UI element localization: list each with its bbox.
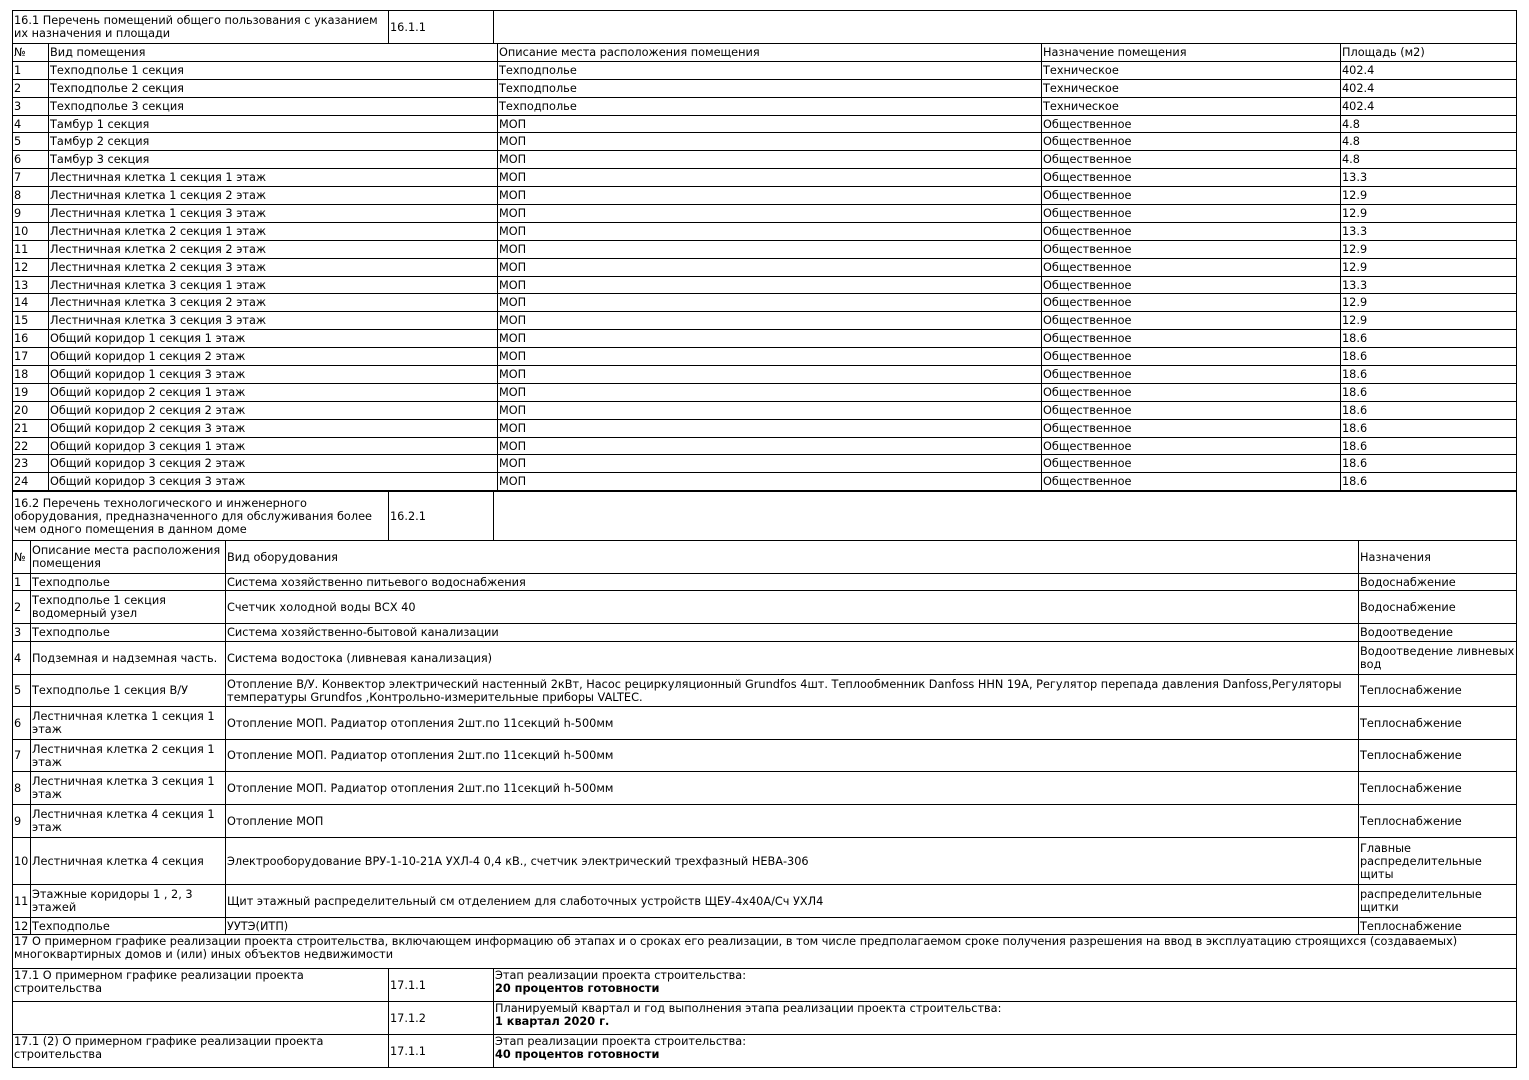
room-type: Лестничная клетка 2 секция 1 этаж: [49, 222, 498, 240]
equipment-location: Лестничная клетка 4 секция 1 этаж: [31, 805, 226, 838]
room-purpose: Общественное: [1042, 205, 1341, 223]
table-row: [13, 624, 1517, 642]
room-purpose: Общественное: [1042, 312, 1341, 330]
row-number: 4: [13, 642, 31, 675]
room-purpose: Общественное: [1042, 115, 1341, 133]
room-type: Лестничная клетка 1 секция 3 этаж: [49, 205, 498, 223]
room-area: 18.6: [1341, 348, 1517, 366]
table-row: [13, 885, 1517, 918]
room-area: 12.9: [1341, 258, 1517, 276]
room-location: МОП: [498, 437, 1042, 455]
schedule-value-cell: [494, 1035, 1517, 1068]
room-type: Лестничная клетка 3 секция 3 этаж: [49, 312, 498, 330]
table-row: [13, 401, 1517, 419]
schedule-value-cell: [494, 969, 1517, 1002]
room-location: Техподполье: [498, 79, 1042, 97]
room-area: 12.9: [1341, 205, 1517, 223]
equipment-type: Система водостока (ливневая канализация): [226, 642, 1359, 675]
room-purpose: Общественное: [1042, 437, 1341, 455]
room-purpose: Общественное: [1042, 276, 1341, 294]
equipment-type: Щит этажный распределительный см отделением для слаботочных устройств ЩЕУ-4х40А/Сч УХЛ4: [226, 885, 1359, 918]
row-number: 19: [13, 383, 49, 401]
room-purpose: Техническое: [1042, 61, 1341, 79]
room-area: 12.9: [1341, 187, 1517, 205]
room-purpose: Общественное: [1042, 383, 1341, 401]
section-16-2-header: [12, 491, 1517, 541]
room-purpose: Общественное: [1042, 330, 1341, 348]
row-number: 6: [13, 151, 49, 169]
room-area: 13.3: [1341, 169, 1517, 187]
row-number: 17: [13, 348, 49, 366]
table-row: [13, 133, 1517, 151]
table-row: [13, 918, 1517, 935]
room-location: МОП: [498, 419, 1042, 437]
schedule-code: 17.1.1: [389, 969, 494, 1002]
equipment-type: Отопление МОП. Радиатор отопления 2шт.по 11секций h-500мм: [226, 772, 1359, 805]
schedule-value: 1 квартал 2020 г.: [495, 1015, 610, 1028]
equipment-location: Техподполье: [31, 624, 226, 642]
room-area: 18.6: [1341, 383, 1517, 401]
room-area: 4.8: [1341, 151, 1517, 169]
room-type: Общий коридор 2 секция 2 этаж: [49, 401, 498, 419]
room-area: 18.6: [1341, 366, 1517, 384]
room-area: 402.4: [1341, 61, 1517, 79]
table-row: [13, 187, 1517, 205]
row-number: 21: [13, 419, 49, 437]
section-17-title: 17 О примерном графике реализации проекта строительства, включающем информацию об этапах и о сроках его реализации, в том числе предполагаемом сроке получения разрешения на ввод в эксплуатацию строящихся (создаваемых) многоквартирных домов и (или) иных объектов недвижимости: [13, 935, 1517, 969]
room-type: Общий коридор 2 секция 1 этаж: [49, 383, 498, 401]
room-type: Лестничная клетка 2 секция 2 этаж: [49, 240, 498, 258]
room-purpose: Общественное: [1042, 294, 1341, 312]
row-number: 7: [13, 740, 31, 772]
header-equipment-location: Описание места расположения помещения: [31, 541, 226, 574]
equipment-purpose: распределительные щитки: [1359, 885, 1517, 918]
equipment-location: Техподполье 1 секция водомерный узел: [31, 591, 226, 624]
room-type: Лестничная клетка 3 секция 2 этаж: [49, 294, 498, 312]
equipment-type: Счетчик холодной воды ВСХ 40: [226, 591, 1359, 624]
header-room-location: Описание места расположения помещения: [498, 44, 1042, 62]
room-purpose: Общественное: [1042, 151, 1341, 169]
table-row: [13, 258, 1517, 276]
row-number: 14: [13, 294, 49, 312]
equipment-type: Отопление В/У. Конвектор электрический настенный 2кВт, Насос рециркуляционный Grundfos 4шт. Теплообменник Danfoss HHN 19A, Регулятор перепада давления Danfoss,Регуляторы температуры Grundfos ,Контрольно-измерительные приборы VALTEC.: [226, 675, 1359, 707]
row-number: 8: [13, 187, 49, 205]
equipment-location: Лестничная клетка 3 секция 1 этаж: [31, 772, 226, 805]
room-location: МОП: [498, 169, 1042, 187]
row-number: 1: [13, 574, 31, 591]
equipment-location: Техподполье: [31, 574, 226, 591]
table-row: [13, 294, 1517, 312]
row-number: 18: [13, 366, 49, 384]
row-number: 22: [13, 437, 49, 455]
table-row: [13, 473, 1517, 491]
equipment-purpose: Теплоснабжение: [1359, 772, 1517, 805]
room-area: 4.8: [1341, 115, 1517, 133]
equipment-location: Лестничная клетка 4 секция: [31, 838, 226, 885]
equipment-location: Лестничная клетка 2 секция 1 этаж: [31, 740, 226, 772]
row-number: 6: [13, 707, 31, 740]
equipment-purpose: Теплоснабжение: [1359, 805, 1517, 838]
room-type: Тамбур 1 секция: [49, 115, 498, 133]
schedule-caption: Этап реализации проекта строительства:: [495, 969, 747, 982]
section-16-1-header: [12, 10, 1517, 44]
row-number: 11: [13, 240, 49, 258]
room-area: 18.6: [1341, 455, 1517, 473]
room-type: Лестничная клетка 1 секция 1 этаж: [49, 169, 498, 187]
header-equipment-purpose: Назначения: [1359, 541, 1517, 574]
row-number: 9: [13, 205, 49, 223]
table-row: [13, 330, 1517, 348]
equipment-type: Система хозяйственно питьевого водоснабжения: [226, 574, 1359, 591]
section-17: [12, 934, 1517, 1068]
room-area: 18.6: [1341, 401, 1517, 419]
equipment-purpose: Водоснабжение: [1359, 574, 1517, 591]
equipment-type: Отопление МОП. Радиатор отопления 2шт.по 11секций h-500мм: [226, 740, 1359, 772]
room-type: Лестничная клетка 2 секция 3 этаж: [49, 258, 498, 276]
schedule-row: [13, 969, 1517, 1002]
schedule-code: 17.1.2: [389, 1002, 494, 1035]
equipment-location: Подземная и надземная часть.: [31, 642, 226, 675]
room-location: МОП: [498, 187, 1042, 205]
row-number: 2: [13, 591, 31, 624]
row-number: 10: [13, 838, 31, 885]
room-type: Лестничная клетка 3 секция 1 этаж: [49, 276, 498, 294]
room-purpose: Общественное: [1042, 133, 1341, 151]
room-area: 18.6: [1341, 473, 1517, 491]
room-type: Общий коридор 1 секция 2 этаж: [49, 348, 498, 366]
row-number: 4: [13, 115, 49, 133]
room-purpose: Техническое: [1042, 97, 1341, 115]
header-row-number: №: [13, 541, 31, 574]
empty-cell: [494, 11, 1517, 44]
schedule-code: 17.1.1: [389, 1035, 494, 1068]
room-area: 13.3: [1341, 222, 1517, 240]
room-purpose: Общественное: [1042, 348, 1341, 366]
row-number: 2: [13, 79, 49, 97]
room-type: Тамбур 3 секция: [49, 151, 498, 169]
row-number: 13: [13, 276, 49, 294]
equipment-location: Техподполье: [31, 918, 226, 935]
room-location: МОП: [498, 383, 1042, 401]
equipment-purpose: Теплоснабжение: [1359, 918, 1517, 935]
room-purpose: Общественное: [1042, 258, 1341, 276]
table-row: [13, 169, 1517, 187]
room-area: 402.4: [1341, 79, 1517, 97]
table-row: [13, 574, 1517, 591]
room-location: МОП: [498, 473, 1042, 491]
schedule-caption: Этап реализации проекта строительства:: [495, 1035, 747, 1048]
table-row: [13, 591, 1517, 624]
schedule-label: [13, 1002, 389, 1035]
section-16-2-code: 16.2.1: [389, 492, 494, 541]
row-number: 1: [13, 61, 49, 79]
table-row: [13, 115, 1517, 133]
table-row: [13, 805, 1517, 838]
section-16-1-title: 16.1 Перечень помещений общего пользования с указанием их назначения и площади: [13, 11, 389, 44]
room-purpose: Техническое: [1042, 79, 1341, 97]
room-type: Лестничная клетка 1 секция 2 этаж: [49, 187, 498, 205]
table-row: [13, 437, 1517, 455]
table-row: [13, 838, 1517, 885]
section-16-2-title: 16.2 Перечень технологического и инженерного оборудования, предназначенного для обслуживания более чем одного помещения в данном доме: [13, 492, 389, 541]
room-location: МОП: [498, 115, 1042, 133]
empty-cell: [494, 492, 1517, 541]
room-location: МОП: [498, 455, 1042, 473]
equipment-table: [12, 540, 1517, 935]
room-type: Общий коридор 3 секция 2 этаж: [49, 455, 498, 473]
room-purpose: Общественное: [1042, 222, 1341, 240]
room-location: МОП: [498, 133, 1042, 151]
schedule-label: 17.1 (2) О примерном графике реализации проекта строительства: [13, 1035, 389, 1068]
equipment-location: Техподполье 1 секция В/У: [31, 675, 226, 707]
table-row: [13, 419, 1517, 437]
equipment-location: Этажные коридоры 1 , 2, 3 этажей: [31, 885, 226, 918]
equipment-purpose: Водоотведение ливневых вод: [1359, 642, 1517, 675]
table-row: [13, 61, 1517, 79]
room-type: Общий коридор 3 секция 1 этаж: [49, 437, 498, 455]
equipment-type: УУТЭ(ИТП): [226, 918, 1359, 935]
section-16-1-code: 16.1.1: [389, 11, 494, 44]
header-row-number: №: [13, 44, 49, 62]
table-row: [13, 97, 1517, 115]
room-area: 4.8: [1341, 133, 1517, 151]
schedule-value: 40 процентов готовности: [495, 1048, 660, 1061]
room-area: 18.6: [1341, 330, 1517, 348]
table-row: [13, 642, 1517, 675]
equipment-location: Лестничная клетка 1 секция 1 этаж: [31, 707, 226, 740]
table-row: [13, 740, 1517, 772]
common-rooms-table: [12, 43, 1517, 491]
table-row: [13, 348, 1517, 366]
room-type: Общий коридор 1 секция 1 этаж: [49, 330, 498, 348]
table-row: [13, 772, 1517, 805]
header-equipment-type: Вид оборудования: [226, 541, 1359, 574]
table-row: [13, 366, 1517, 384]
room-purpose: Общественное: [1042, 419, 1341, 437]
room-location: МОП: [498, 205, 1042, 223]
room-area: 12.9: [1341, 312, 1517, 330]
room-location: МОП: [498, 151, 1042, 169]
equipment-purpose: Водоотведение: [1359, 624, 1517, 642]
room-type: Общий коридор 1 секция 3 этаж: [49, 366, 498, 384]
equipment-type: Отопление МОП: [226, 805, 1359, 838]
equipment-purpose: Теплоснабжение: [1359, 675, 1517, 707]
room-type: Техподполье 1 секция: [49, 61, 498, 79]
room-purpose: Общественное: [1042, 366, 1341, 384]
table-row: [13, 383, 1517, 401]
row-number: 20: [13, 401, 49, 419]
table-row: [13, 222, 1517, 240]
row-number: 11: [13, 885, 31, 918]
room-type: Тамбур 2 секция: [49, 133, 498, 151]
room-purpose: Общественное: [1042, 187, 1341, 205]
equipment-purpose: Водоснабжение: [1359, 591, 1517, 624]
room-area: 13.3: [1341, 276, 1517, 294]
equipment-purpose: Главные распределительные щиты: [1359, 838, 1517, 885]
header-room-area: Площадь (м2): [1341, 44, 1517, 62]
row-number: 7: [13, 169, 49, 187]
row-number: 15: [13, 312, 49, 330]
row-number: 23: [13, 455, 49, 473]
row-number: 5: [13, 133, 49, 151]
room-type: Техподполье 2 секция: [49, 79, 498, 97]
room-area: 18.6: [1341, 419, 1517, 437]
row-number: 12: [13, 258, 49, 276]
table-row: [13, 276, 1517, 294]
room-purpose: Общественное: [1042, 455, 1341, 473]
row-number: 16: [13, 330, 49, 348]
table-row: [13, 151, 1517, 169]
room-purpose: Общественное: [1042, 169, 1341, 187]
room-type: Техподполье 3 секция: [49, 97, 498, 115]
row-number: 3: [13, 97, 49, 115]
room-location: МОП: [498, 330, 1042, 348]
room-purpose: Общественное: [1042, 401, 1341, 419]
room-location: МОП: [498, 312, 1042, 330]
room-location: МОП: [498, 240, 1042, 258]
equipment-type: Электрооборудование ВРУ-1-10-21А УХЛ-4 0,4 кВ., счетчик электрический трехфазный НЕВА-306: [226, 838, 1359, 885]
room-area: 12.9: [1341, 294, 1517, 312]
room-purpose: Общественное: [1042, 473, 1341, 491]
schedule-row: [13, 1002, 1517, 1035]
room-location: МОП: [498, 366, 1042, 384]
room-location: Техподполье: [498, 97, 1042, 115]
table-row: [13, 707, 1517, 740]
row-number: 24: [13, 473, 49, 491]
equipment-type: Система хозяйственно-бытовой канализации: [226, 624, 1359, 642]
room-location: МОП: [498, 222, 1042, 240]
row-number: 12: [13, 918, 31, 935]
schedule-value-cell: [494, 1002, 1517, 1035]
schedule-row: [13, 1035, 1517, 1068]
row-number: 5: [13, 675, 31, 707]
room-location: МОП: [498, 348, 1042, 366]
table-row: [13, 240, 1517, 258]
table-row: [13, 312, 1517, 330]
row-number: 8: [13, 772, 31, 805]
room-location: МОП: [498, 258, 1042, 276]
table-row: [13, 205, 1517, 223]
row-number: 3: [13, 624, 31, 642]
row-number: 10: [13, 222, 49, 240]
table-header-row: [13, 541, 1517, 574]
room-location: МОП: [498, 294, 1042, 312]
schedule-value: 20 процентов готовности: [495, 982, 660, 995]
row-number: 9: [13, 805, 31, 838]
schedule-label: 17.1 О примерном графике реализации проекта строительства: [13, 969, 389, 1002]
room-type: Общий коридор 2 секция 3 этаж: [49, 419, 498, 437]
room-purpose: Общественное: [1042, 240, 1341, 258]
table-row: [13, 675, 1517, 707]
equipment-type: Отопление МОП. Радиатор отопления 2шт.по 11секций h-500мм: [226, 707, 1359, 740]
room-location: МОП: [498, 276, 1042, 294]
room-area: 12.9: [1341, 240, 1517, 258]
equipment-purpose: Теплоснабжение: [1359, 740, 1517, 772]
header-room-purpose: Назначение помещения: [1042, 44, 1341, 62]
table-row: [13, 79, 1517, 97]
room-type: Общий коридор 3 секция 3 этаж: [49, 473, 498, 491]
room-area: 402.4: [1341, 97, 1517, 115]
schedule-caption: Планируемый квартал и год выполнения этапа реализации проекта строительства:: [495, 1002, 1002, 1015]
table-header-row: [13, 44, 1517, 62]
table-row: [13, 455, 1517, 473]
header-room-type: Вид помещения: [49, 44, 498, 62]
room-location: Техподполье: [498, 61, 1042, 79]
room-area: 18.6: [1341, 437, 1517, 455]
equipment-purpose: Теплоснабжение: [1359, 707, 1517, 740]
room-location: МОП: [498, 401, 1042, 419]
